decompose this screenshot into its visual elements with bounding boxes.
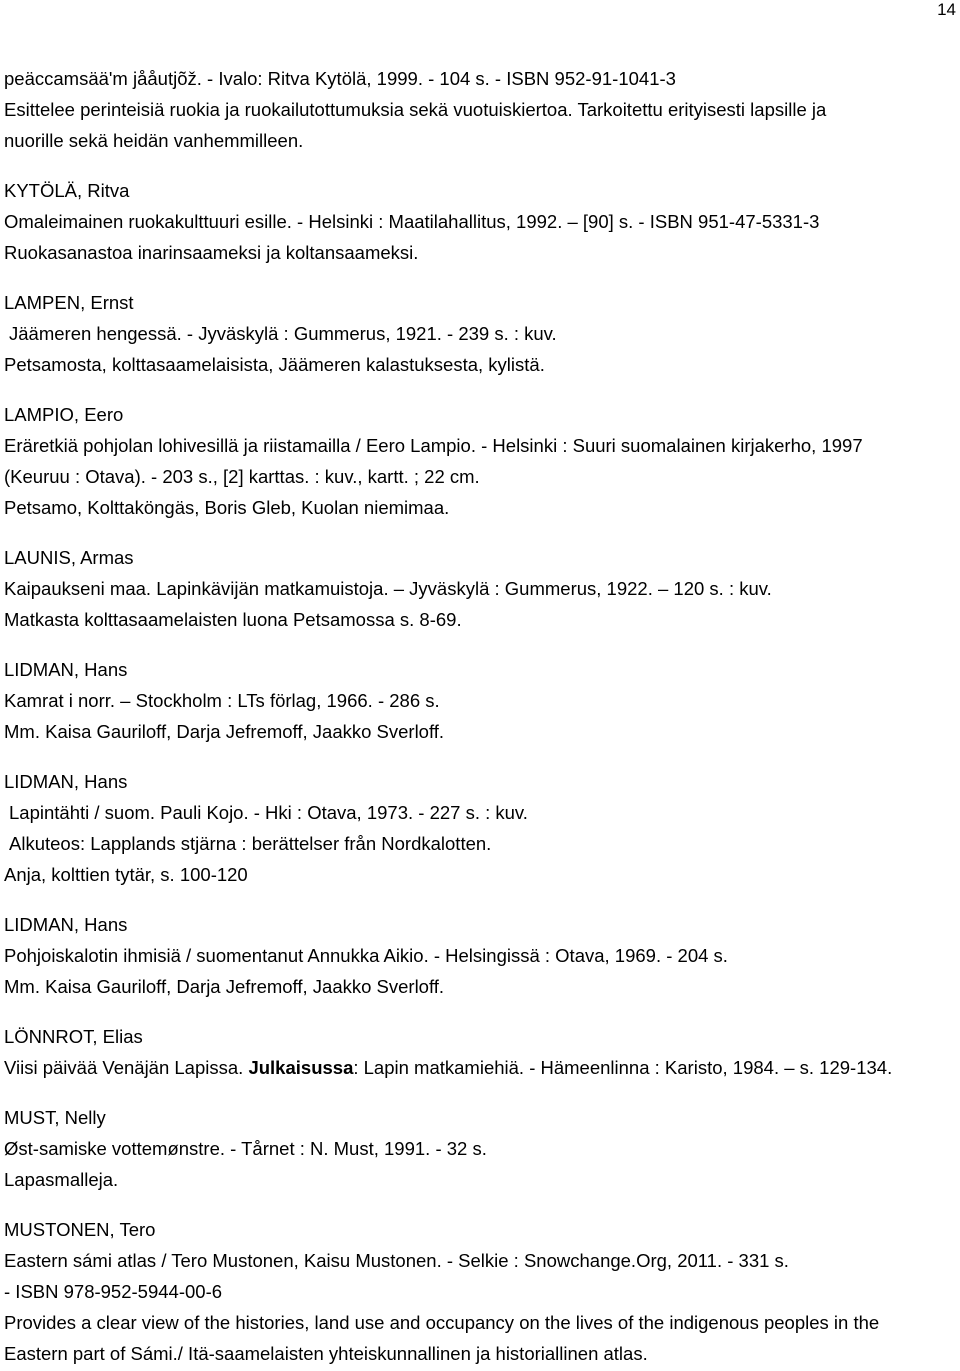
entry-author: KYTÖLÄ, Ritva: [4, 180, 130, 201]
entry-title-line: peäccamsää'm jååutjõž. - Ivalo: Ritva Kytölä, 1999. - 104 s. - ISBN 952-91-1041-3: [4, 68, 676, 89]
bibliography-entry: [4, 175, 954, 268]
entry-isbn: - ISBN 978-952-5944-00-6: [4, 1281, 223, 1302]
entry-author: MUSTONEN, Tero: [4, 1219, 156, 1240]
entry-description: Petsamo, Kolttaköngäs, Boris Gleb, Kuolan niemimaa.: [4, 497, 450, 518]
bibliography-entry: [4, 287, 954, 380]
bibliography-entry: [4, 63, 954, 156]
entry-source-label: Julkaisussa: [248, 1057, 354, 1078]
entry-description: Petsamosta, kolttasaamelaisista, Jäämeren kalastuksesta, kylistä.: [4, 354, 545, 375]
entry-description: nuorille sekä heidän vanhemmilleen.: [4, 130, 304, 151]
entry-original-title: Alkuteos: Lapplands stjärna : berättelser från Nordkalotten.: [9, 833, 492, 854]
entry-author: LAMPIO, Eero: [4, 404, 124, 425]
bibliography-entry: [4, 1214, 954, 1369]
entry-description: Mm. Kaisa Gauriloff, Darja Jefremoff, Jaakko Sverloff.: [4, 721, 445, 742]
entry-title-line: Kaipaukseni maa. Lapinkävijän matkamuistoja. – Jyväskylä : Gummerus, 1922. – 120 s. : kuv.: [4, 578, 772, 599]
entry-description: Provides a clear view of the histories, land use and occupancy on the lives of the indigenous peoples in the: [4, 1312, 880, 1333]
entry-source-text: : Lapin matkamiehiä. - Hämeenlinna : Karisto, 1984. – s. 129-134.: [353, 1057, 893, 1078]
bibliography-entry: [4, 1021, 954, 1083]
entry-title-line: Eräretkiä pohjolan lohivesillä ja riistamailla / Eero Lampio. - Helsinki : Suuri suomalainen kirjakerho, 1997: [4, 435, 863, 456]
bibliography-entry: [4, 654, 954, 747]
entry-description: Lapasmalleja.: [4, 1169, 119, 1190]
entry-author: LIDMAN, Hans: [4, 771, 128, 792]
entry-title-line: Omaleimainen ruokakulttuuri esille. - Helsinki : Maatilahallitus, 1992. – [90] s. - ISBN 951-47-5331-3: [4, 211, 820, 232]
entry-description: Anja, kolttien tytär, s. 100-120: [4, 864, 248, 885]
entry-author: LAMPEN, Ernst: [4, 292, 134, 313]
entry-author: LIDMAN, Hans: [4, 659, 128, 680]
bibliography-list: [4, 63, 954, 1369]
entry-title-line: [4, 1052, 954, 1083]
entry-title-text: Viisi päivää Venäjän Lapissa.: [4, 1057, 249, 1078]
bibliography-entry: [4, 542, 954, 635]
entry-author: LAUNIS, Armas: [4, 547, 134, 568]
entry-author: LIDMAN, Hans: [4, 914, 128, 935]
entry-author: LÖNNROT, Elias: [4, 1026, 143, 1047]
bibliography-entry: [4, 909, 954, 1002]
entry-title-line: Eastern sámi atlas / Tero Mustonen, Kaisu Mustonen. - Selkie : Snowchange.Org, 2011. - 331 s.: [4, 1250, 789, 1271]
page-number: 14: [937, 0, 956, 19]
bibliography-entry: [4, 399, 954, 523]
entry-title-line: Øst-samiske vottemønstre. - Tårnet : N. Must, 1991. - 32 s.: [4, 1138, 487, 1159]
entry-description: Ruokasanastoa inarinsaameksi ja koltansaameksi.: [4, 242, 419, 263]
entry-title-line: Pohjoiskalotin ihmisiä / suomentanut Annukka Aikio. - Helsingissä : Otava, 1969. - 204 s.: [4, 945, 728, 966]
entry-description: Matkasta kolttasaamelaisten luona Petsamossa s. 8-69.: [4, 609, 462, 630]
bibliography-entry: [4, 1102, 954, 1195]
entry-title-line: Lapintähti / suom. Pauli Kojo. - Hki : Otava, 1973. - 227 s. : kuv.: [9, 802, 528, 823]
entry-description: Mm. Kaisa Gauriloff, Darja Jefremoff, Jaakko Sverloff.: [4, 976, 445, 997]
bibliography-entry: [4, 766, 954, 890]
entry-title-line: Kamrat i norr. – Stockholm : LTs förlag, 1966. - 286 s.: [4, 690, 440, 711]
entry-description: Eastern part of Sámi./ Itä-saamelaisten yhteiskunnallinen ja historiallinen atlas.: [4, 1343, 648, 1364]
entry-title-line: (Keuruu : Otava). - 203 s., [2] karttas. : kuv., kartt. ; 22 cm.: [4, 466, 480, 487]
entry-author: MUST, Nelly: [4, 1107, 106, 1128]
entry-description: Esittelee perinteisiä ruokia ja ruokailutottumuksia sekä vuotuiskiertoa. Tarkoitettu erityisesti lapsille ja: [4, 99, 827, 120]
entry-title-line: Jäämeren hengessä. - Jyväskylä : Gummerus, 1921. - 239 s. : kuv.: [9, 323, 557, 344]
